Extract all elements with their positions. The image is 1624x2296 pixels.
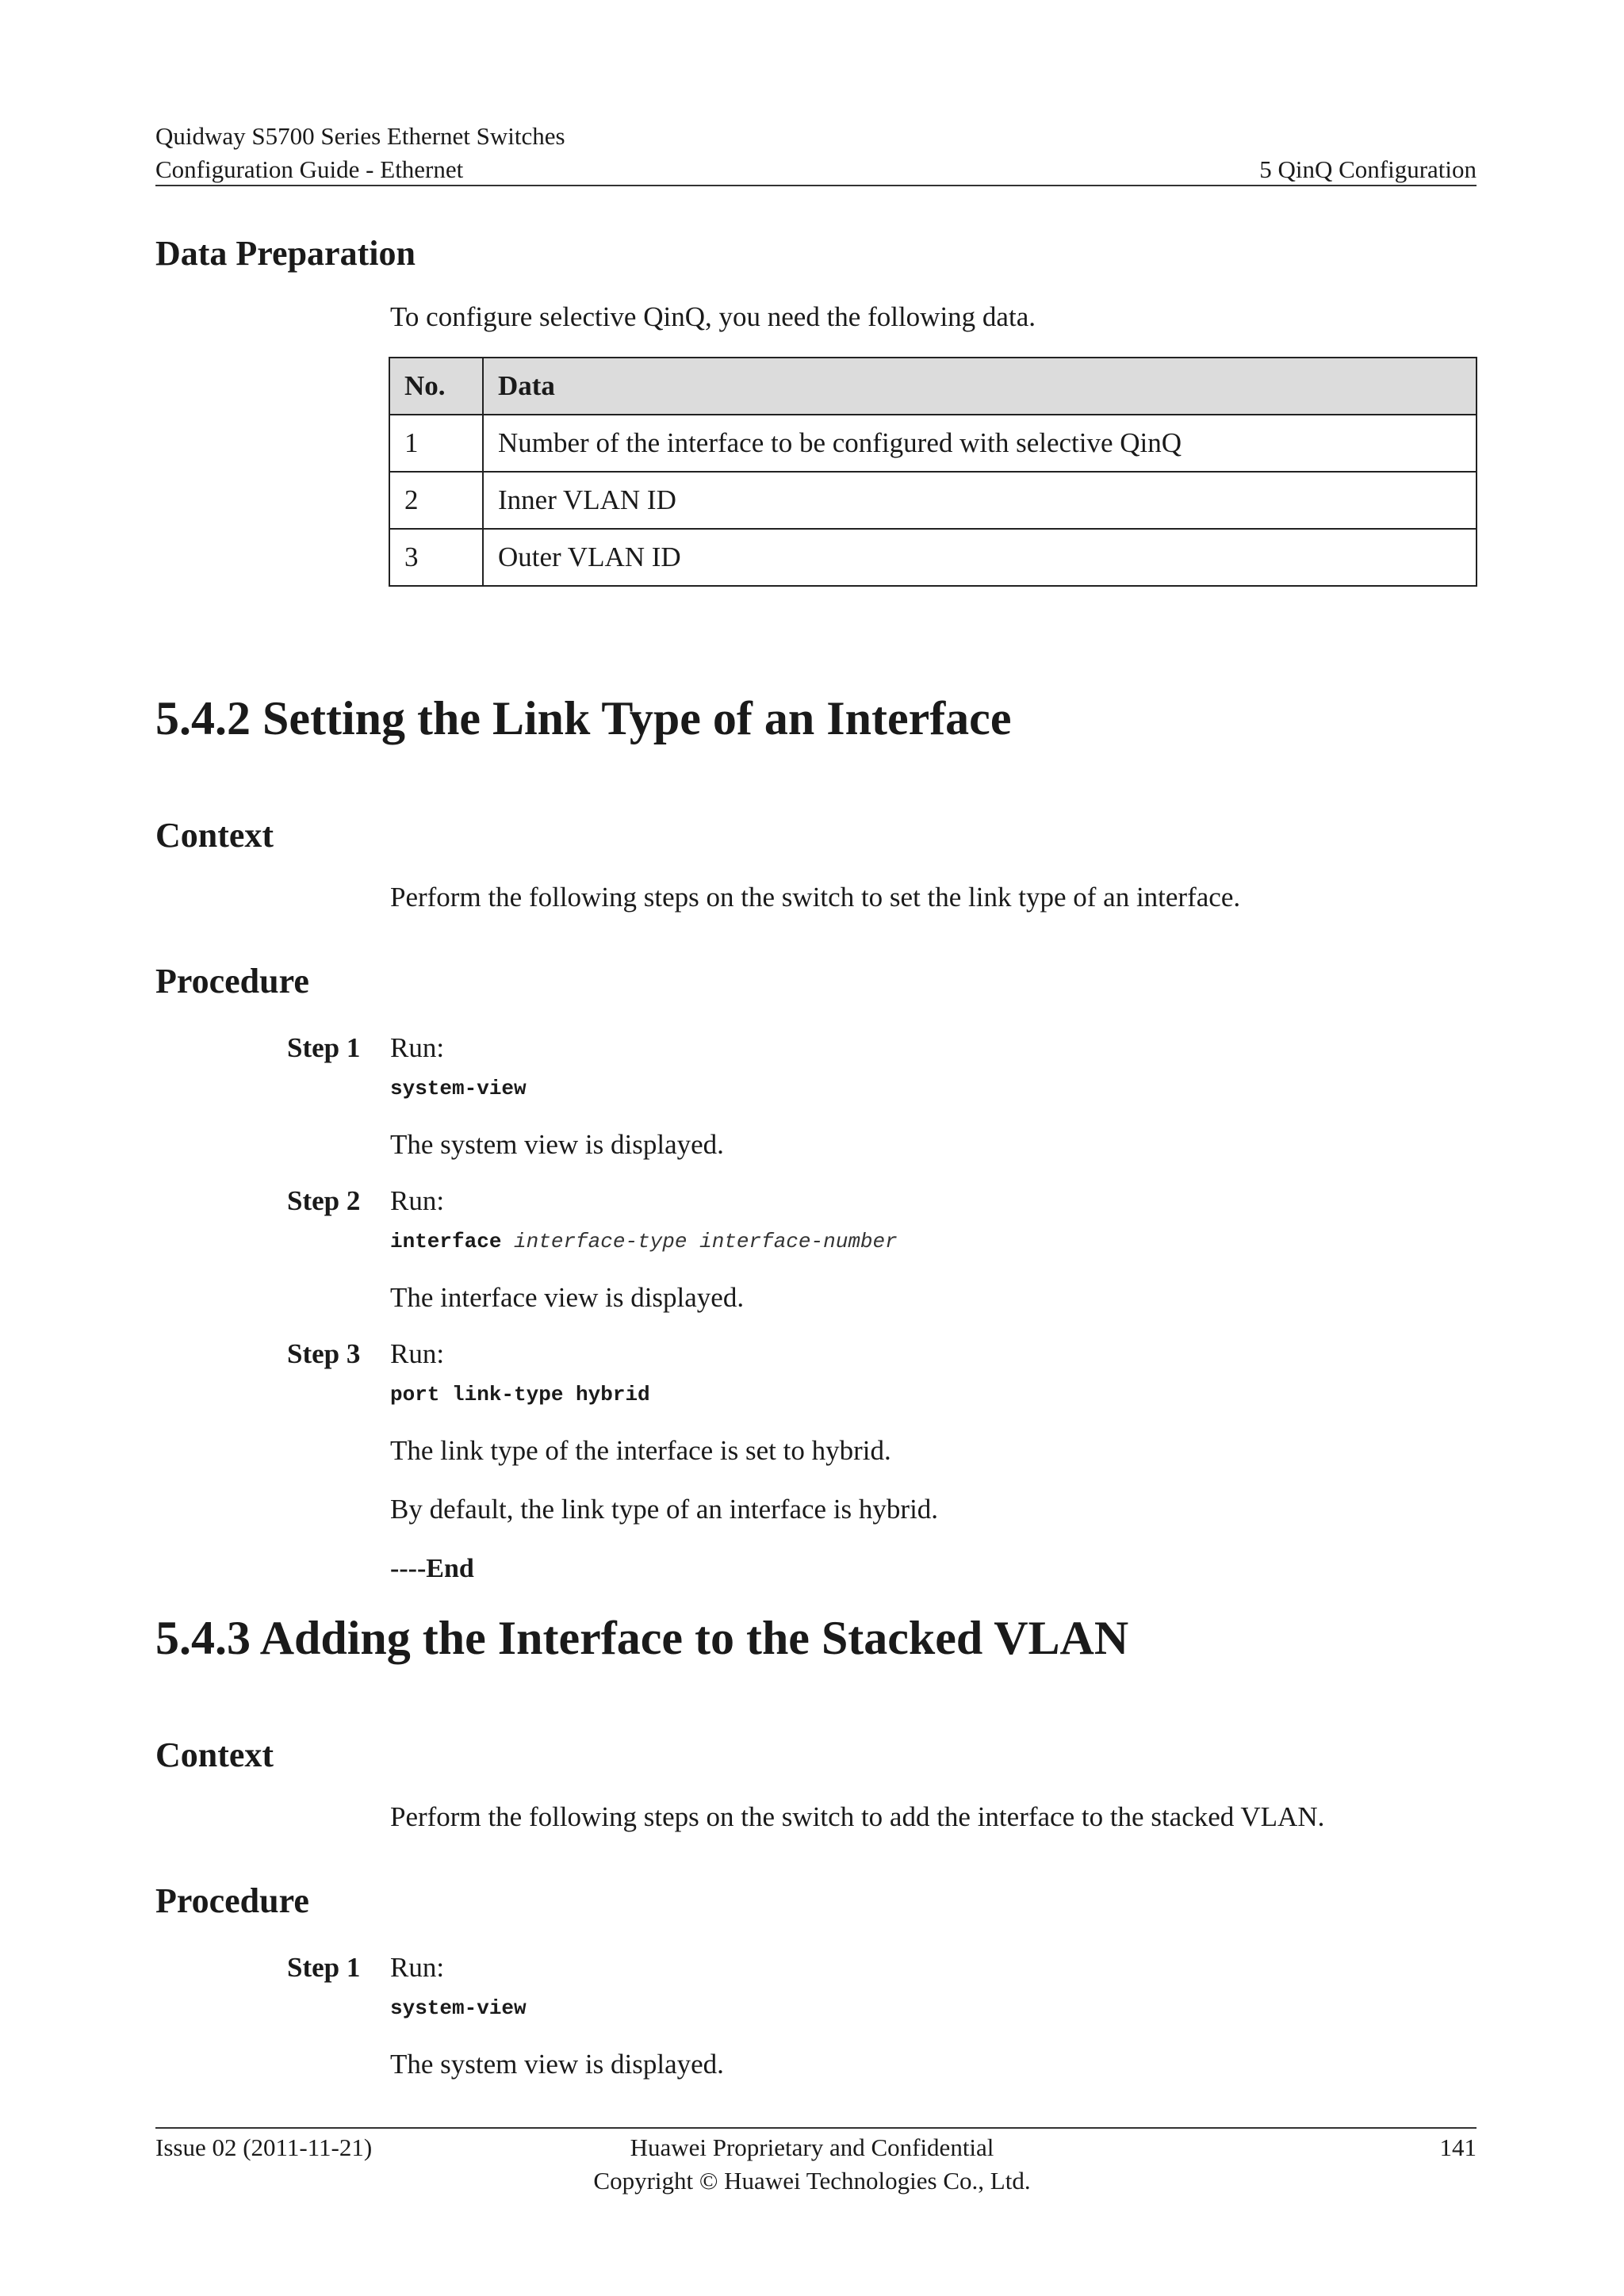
command-keyword: interface [390, 1230, 502, 1253]
section-542-procedure-heading: Procedure [155, 962, 309, 1001]
step-run-text: Run: [390, 1338, 445, 1369]
footer-divider [155, 2127, 1477, 2129]
step-run-text: Run: [390, 1185, 445, 1216]
table-row [389, 415, 1477, 472]
table-header-no: No. [389, 358, 483, 415]
table-row [389, 472, 1477, 529]
table-cell-data: Number of the interface to be configured with selective QinQ [483, 415, 1477, 472]
command-line [390, 1383, 650, 1406]
command-keyword: system-view [390, 1077, 527, 1100]
table-cell-data: Outer VLAN ID [483, 529, 1477, 586]
section-542-title: 5.4.2 Setting the Link Type of an Interface [155, 692, 1012, 744]
table-cell-no: 1 [389, 415, 483, 472]
step-note: By default, the link type of an interface is hybrid. [390, 1494, 939, 1525]
header-product: Quidway S5700 Series Ethernet Switches [155, 122, 565, 150]
step-result: The interface view is displayed. [390, 1282, 745, 1313]
table-cell-no: 2 [389, 472, 483, 529]
step-result: The system view is displayed. [390, 2049, 724, 2080]
data-table [389, 357, 1477, 587]
step-label: Step 1 [287, 1032, 361, 1063]
section-542-context-heading: Context [155, 816, 274, 855]
command-keyword: port link-type hybrid [390, 1383, 650, 1406]
footer-page-number: 141 [1439, 2133, 1477, 2161]
data-preparation-intro: To configure selective QinQ, you need the following data. [390, 301, 1036, 332]
command-line [390, 1077, 527, 1100]
step-result: The link type of the interface is set to hybrid. [390, 1435, 891, 1466]
step-run-text: Run: [390, 1952, 445, 1983]
data-preparation-heading: Data Preparation [155, 234, 416, 273]
table-header-row [389, 358, 1477, 415]
section-543-context-heading: Context [155, 1735, 274, 1774]
command-args: interface-type interface-number [514, 1230, 898, 1253]
footer-issue: Issue 02 (2011-11-21) [155, 2133, 373, 2161]
end-marker: ----End [390, 1554, 474, 1583]
table-header-data: Data [483, 358, 1477, 415]
command-line [390, 1996, 527, 2020]
step-label: Step 3 [287, 1338, 361, 1369]
footer-confidential: Huawei Proprietary and Confidential [630, 2133, 994, 2161]
header-guide: Configuration Guide - Ethernet [155, 155, 464, 183]
step-run-text: Run: [390, 1032, 445, 1063]
step-label: Step 2 [287, 1185, 361, 1216]
section-543-title: 5.4.3 Adding the Interface to the Stacked VLAN [155, 1612, 1129, 1664]
header-divider [155, 185, 1477, 186]
command-line [390, 1230, 898, 1253]
step-label: Step 1 [287, 1952, 361, 1983]
table-row [389, 529, 1477, 586]
section-543-context-text: Perform the following steps on the switch to add the interface to the stacked VLAN. [390, 1801, 1325, 1832]
command-keyword: system-view [390, 1996, 527, 2020]
table-cell-data: Inner VLAN ID [483, 472, 1477, 529]
header-chapter: 5 QinQ Configuration [1259, 155, 1477, 183]
section-542-context-text: Perform the following steps on the switch to set the link type of an interface. [390, 882, 1241, 913]
section-543-procedure-heading: Procedure [155, 1881, 309, 1920]
footer-copyright: Copyright © Huawei Technologies Co., Ltd. [593, 2167, 1031, 2195]
table-cell-no: 3 [389, 529, 483, 586]
step-result: The system view is displayed. [390, 1129, 724, 1160]
